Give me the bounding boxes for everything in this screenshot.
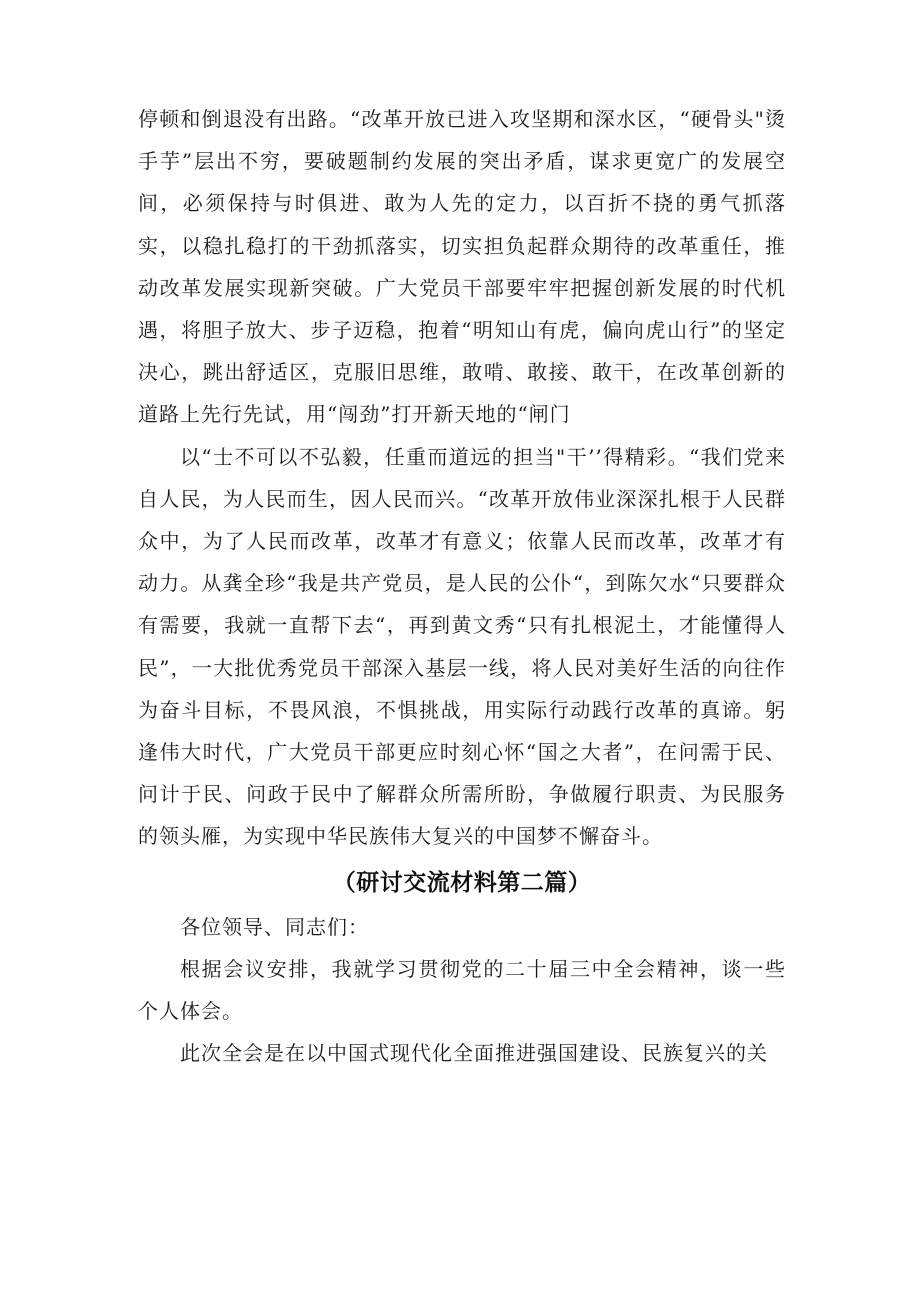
document-page <box>138 98 786 1074</box>
paragraph-plenum: 此次全会是在以中国式现代化全面推进强国建设、民族复兴的关 <box>180 1041 768 1066</box>
section-heading: （研讨交流材料第二篇） <box>332 869 592 896</box>
paragraph-continuation: 停顿和倒退没有出路。“改革开放已进入攻坚期和深水区，“硬骨头"烫手芋”层出不穷，要破题制约发展的突出矛盾，谋求更宽广的发展空间，必须保持与时俱进、敢为人先的定力，以百折不挠的勇气抓落实，以稳扎稳打的干劲抓落实，切实担负起群众期待的改革重任，推动改革发展实现新突破。广大党员干部要牢牢把握创新发展的时代机遇，将胆子放大、步子迈稳，抱着“明知山有虎，偏向虎山行”的坚定决心，跳出舒适区，克服旧思维，敢啃、敢接、敢干，在改革创新的道路上先行先试，用“闯劲”打开新天地的“闸门 <box>138 107 786 427</box>
paragraph-salutation: 各位领导、同志们： <box>180 914 369 939</box>
paragraph-people-centered: 以“士不可以不弘毅，任重而道远的担当"干’’得精彩。“我们党来自人民，为人民而生，因人民而兴。“改革开放伟业深深扎根于人民群众中，为了人民而改革，改革才有意义；依靠人民而改革，改革才有动力。从龚全珍“我是共产党员，是人民的公仆“，到陈欠水“只要群众有需要，我就一直帮下去“，再到黄文秀“只有扎根泥土，才能懂得人民”，一大批优秀党员干部深入基层一线，将人民对美好生活的向往作为奋斗目标，不畏风浪，不惧挑战，用实际行动践行改革的真谛。躬逢伟大时代，广大党员干部更应时刻心怀“国之大者”，在问需于民、问计于民、问政于民中了解群众所需所盼，争做履行职责、为民服务的领头雁，为实现中华民族伟大复兴的中国梦不懈奋斗。 <box>138 444 786 849</box>
paragraph-intro: 根据会议安排，我就学习贯彻党的二十届三中全会精神，谈一些个人体会。 <box>138 956 786 1024</box>
